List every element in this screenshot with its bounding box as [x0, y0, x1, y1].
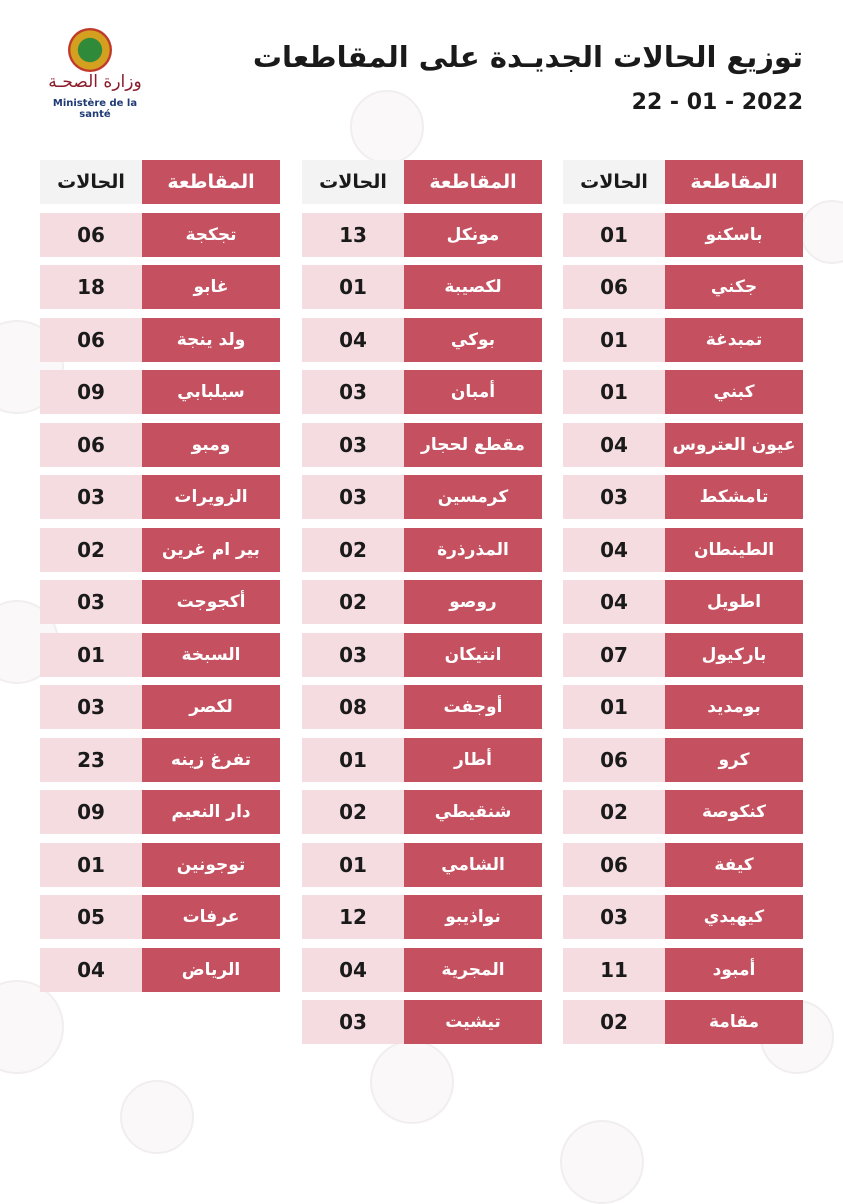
case-count: 03 — [339, 485, 367, 509]
case-count: 07 — [600, 642, 628, 667]
case-count: 09 — [77, 380, 105, 404]
district-name: كنكوصة — [665, 790, 803, 834]
district-name: أكجوجت — [142, 580, 280, 624]
table-row — [40, 895, 280, 939]
table-row — [40, 948, 280, 992]
district-name: مونكل — [404, 213, 542, 257]
virus-background-icon — [560, 1120, 644, 1204]
district-name: لكصر — [142, 685, 280, 729]
district-name: شنقيطي — [404, 790, 542, 834]
case-count: 04 — [600, 537, 628, 562]
case-count: 04 — [339, 957, 367, 982]
table-row — [302, 370, 542, 414]
case-count: 01 — [77, 852, 105, 877]
table-row — [563, 948, 803, 992]
case-count: 02 — [77, 537, 105, 562]
table-row — [302, 1000, 542, 1044]
table-row — [563, 528, 803, 572]
table-row — [40, 790, 280, 834]
district-table-column-1 — [563, 160, 803, 1053]
table-row — [563, 738, 803, 782]
district-name: أطار — [404, 738, 542, 782]
table-row — [302, 948, 542, 992]
district-name: جكني — [665, 265, 803, 309]
district-name: سيلبابي — [142, 370, 280, 414]
header-cases: الحالات — [57, 171, 125, 193]
district-name: عيون العتروس — [665, 423, 803, 467]
table-row — [563, 318, 803, 362]
district-name: المذرذرة — [404, 528, 542, 572]
case-count: 04 — [339, 327, 367, 352]
table-row — [302, 265, 542, 309]
table-header-row — [302, 160, 542, 204]
case-count: 06 — [600, 747, 628, 772]
district-name: كيهيدي — [665, 895, 803, 939]
report-date: 22 - 01 - 2022 — [631, 90, 803, 115]
district-name: دار النعيم — [142, 790, 280, 834]
district-table-column-3 — [40, 160, 280, 1000]
district-name: أوجفت — [404, 685, 542, 729]
table-row — [563, 843, 803, 887]
table-header-row — [563, 160, 803, 204]
table-row — [40, 213, 280, 257]
district-name: الرياض — [142, 948, 280, 992]
ministry-name-arabic: وزارة الصحـة — [48, 72, 142, 92]
table-row — [40, 475, 280, 519]
table-row — [302, 475, 542, 519]
table-row — [563, 895, 803, 939]
case-count: 03 — [339, 380, 367, 404]
table-row — [563, 580, 803, 624]
district-name: كبني — [665, 370, 803, 414]
district-name: كيفة — [665, 843, 803, 887]
district-name: تفرغ زينه — [142, 738, 280, 782]
header-district: المقاطعة — [142, 160, 280, 204]
district-name: الطينطان — [665, 528, 803, 572]
case-count: 02 — [600, 800, 628, 824]
case-count: 03 — [600, 485, 628, 509]
district-name: كرمسين — [404, 475, 542, 519]
table-row — [302, 580, 542, 624]
case-count: 06 — [600, 852, 628, 877]
case-count: 06 — [77, 327, 105, 352]
table-row — [563, 265, 803, 309]
district-name: لكصيبة — [404, 265, 542, 309]
case-count: 03 — [339, 432, 367, 457]
case-count: 12 — [339, 905, 367, 929]
case-count: 23 — [77, 747, 105, 772]
table-row — [40, 685, 280, 729]
table-row — [302, 738, 542, 782]
district-name: أمبان — [404, 370, 542, 414]
table-row — [563, 633, 803, 677]
case-count: 01 — [339, 852, 367, 877]
district-name: غابو — [142, 265, 280, 309]
case-count: 04 — [77, 957, 105, 982]
district-name: توجونين — [142, 843, 280, 887]
district-name: ومبو — [142, 423, 280, 467]
case-count: 08 — [339, 695, 367, 719]
case-count: 18 — [77, 275, 105, 299]
case-count: 01 — [600, 222, 628, 247]
table-row — [302, 633, 542, 677]
table-row — [40, 528, 280, 572]
header-district: المقاطعة — [404, 160, 542, 204]
ministry-logo — [40, 28, 170, 118]
district-name: تجكجة — [142, 213, 280, 257]
table-row — [302, 528, 542, 572]
case-count: 03 — [77, 590, 105, 614]
district-name: بوكي — [404, 318, 542, 362]
district-name: السبخة — [142, 633, 280, 677]
table-row — [563, 790, 803, 834]
case-count: 01 — [77, 642, 105, 667]
case-count: 06 — [77, 432, 105, 457]
case-count: 02 — [339, 590, 367, 614]
district-name: عرفات — [142, 895, 280, 939]
table-row — [563, 213, 803, 257]
district-name: مقامة — [665, 1000, 803, 1044]
district-name: المجرية — [404, 948, 542, 992]
case-count: 04 — [600, 590, 628, 614]
district-name: تيشيت — [404, 1000, 542, 1044]
table-row — [563, 1000, 803, 1044]
district-name: انتيكان — [404, 633, 542, 677]
district-name: اطويل — [665, 580, 803, 624]
table-row — [40, 370, 280, 414]
table-row — [563, 423, 803, 467]
case-count: 02 — [339, 800, 367, 824]
header-district: المقاطعة — [665, 160, 803, 204]
case-count: 04 — [600, 432, 628, 457]
case-count: 03 — [77, 485, 105, 509]
district-table-column-2 — [302, 160, 542, 1053]
case-count: 01 — [339, 747, 367, 772]
district-name: باسكنو — [665, 213, 803, 257]
case-count: 11 — [600, 957, 628, 982]
case-count: 09 — [77, 800, 105, 824]
case-count: 02 — [600, 1010, 628, 1034]
case-count: 06 — [600, 275, 628, 299]
table-row — [40, 633, 280, 677]
table-row — [40, 318, 280, 362]
ministry-name-french: Ministère de la santé — [52, 98, 138, 120]
district-name: تمبدغة — [665, 318, 803, 362]
table-row — [40, 265, 280, 309]
district-name: أمبود — [665, 948, 803, 992]
district-name: باركيول — [665, 633, 803, 677]
header-cases: الحالات — [580, 171, 648, 193]
case-count: 01 — [600, 327, 628, 352]
case-count: 01 — [339, 275, 367, 299]
case-count: 03 — [339, 1010, 367, 1034]
district-name: تامشكط — [665, 475, 803, 519]
case-count: 02 — [339, 537, 367, 562]
virus-background-icon — [370, 1040, 454, 1124]
ministry-emblem-icon — [68, 28, 112, 72]
table-header-row — [40, 160, 280, 204]
district-name: ولد ينجة — [142, 318, 280, 362]
case-count: 01 — [600, 380, 628, 404]
case-count: 05 — [77, 905, 105, 929]
table-row — [302, 318, 542, 362]
table-row — [40, 423, 280, 467]
virus-background-icon — [350, 90, 424, 164]
table-row — [563, 370, 803, 414]
district-name: الزويرات — [142, 475, 280, 519]
table-row — [302, 790, 542, 834]
district-name: مقطع لحجار — [404, 423, 542, 467]
case-count: 13 — [339, 222, 367, 247]
district-name: بومديد — [665, 685, 803, 729]
table-row — [302, 213, 542, 257]
table-row — [302, 895, 542, 939]
virus-background-icon — [120, 1080, 194, 1154]
district-name: بير ام غرين — [142, 528, 280, 572]
table-row — [563, 685, 803, 729]
case-count: 01 — [600, 695, 628, 719]
table-row — [302, 423, 542, 467]
district-name: روصو — [404, 580, 542, 624]
case-count: 03 — [77, 695, 105, 719]
table-row — [40, 580, 280, 624]
header-cases: الحالات — [319, 171, 387, 193]
table-row — [40, 738, 280, 782]
virus-background-icon — [800, 200, 843, 264]
table-row — [302, 685, 542, 729]
case-count: 03 — [339, 642, 367, 667]
district-name: نواذيبو — [404, 895, 542, 939]
page-title: توزيع الحالات الجديـدة على المقاطعات — [252, 40, 803, 74]
table-row — [302, 843, 542, 887]
table-row — [563, 475, 803, 519]
table-row — [40, 843, 280, 887]
district-name: الشامي — [404, 843, 542, 887]
case-count: 06 — [77, 222, 105, 247]
case-count: 03 — [600, 905, 628, 929]
district-name: كرو — [665, 738, 803, 782]
